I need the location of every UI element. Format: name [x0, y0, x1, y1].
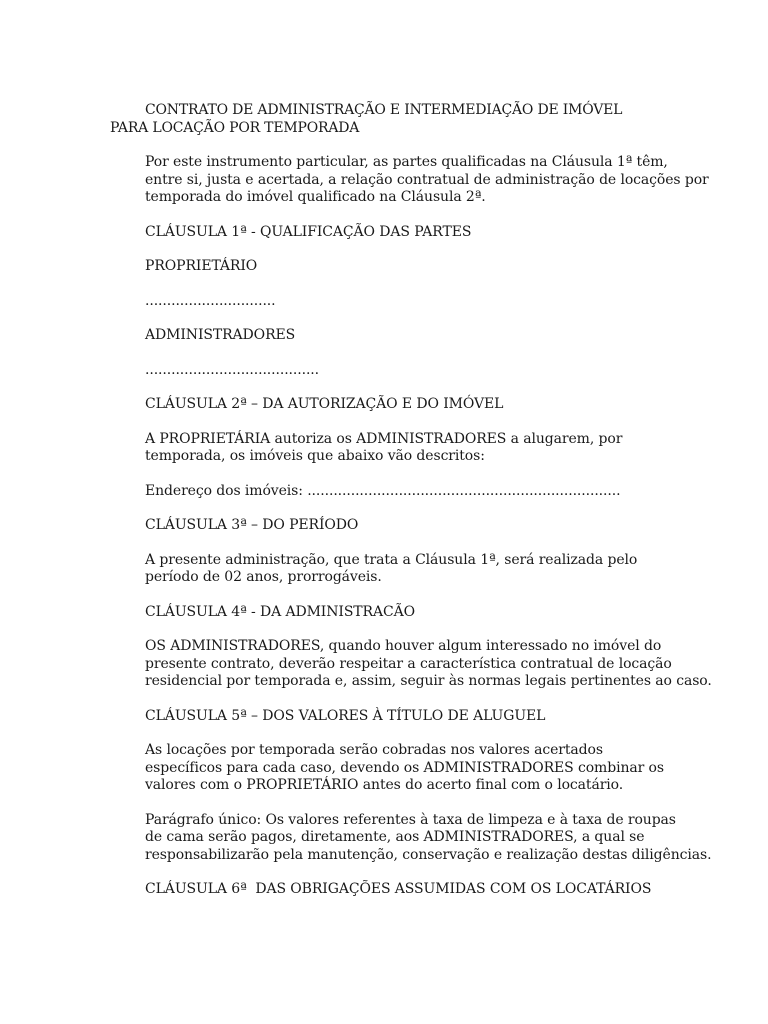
text-line: responsabilizarão pela manutenção, conservação e realização destas diligências. [145, 846, 712, 863]
text-line: OS ADMINISTRADORES, quando houver algum interessado no imóvel do [145, 638, 662, 654]
clause3-paragraph [110, 552, 655, 587]
address-line: Endereço dos imóveis: ........................................................................ [145, 482, 621, 499]
clause6-heading: CLÁUSULA 6ª DAS OBRIGAÇÕES ASSUMIDAS COM OS LOCATÁRIOS [145, 881, 652, 897]
clause5-sole-paragraph [110, 811, 712, 865]
document-page [110, 102, 712, 916]
document-title [110, 102, 655, 137]
text-line: presente contrato, deverão respeitar a característica contratual de locação [145, 655, 672, 672]
text-line: período de 02 anos, prorrogáveis. [145, 569, 382, 585]
text-line: A presente administração, que trata a Cláusula 1ª, será realizada pelo [145, 551, 638, 568]
clause2-paragraph [110, 431, 655, 466]
clause4-paragraph [110, 638, 712, 691]
text-line: de cama serão pagos, diretamente, aos ADMINISTRADORES, a qual se [145, 829, 645, 845]
clause4-heading: CLÁUSULA 4ª - DA ADMINISTRACÃO [145, 603, 416, 620]
owner-blank: .............................. [145, 292, 276, 309]
text-line: A PROPRIETÁRIA autoriza os ADMINISTRADORES a alugarem, por [145, 430, 623, 447]
text-line: valores com o PROPRIETÁRIO antes do acerto final com o locatário. [145, 777, 624, 793]
owner-label: PROPRIETÁRIO [145, 258, 258, 274]
text-line: Por este instrumento particular, as partes qualificadas na Cláusula 1ª têm, [145, 154, 668, 170]
intro-paragraph [110, 154, 709, 207]
clause1-heading: CLÁUSULA 1ª - QUALIFICAÇÃO DAS PARTES [145, 223, 472, 240]
admins-label: ADMINISTRADORES [145, 327, 296, 343]
clause3-heading: CLÁUSULA 3ª – DO PERÍODO [145, 517, 359, 533]
admins-blank: ........................................ [145, 361, 320, 378]
clause5-paragraph [110, 742, 664, 795]
clause2-heading: CLÁUSULA 2ª – DA AUTORIZAÇÃO E DO IMÓVEL [145, 396, 504, 412]
title-line: CONTRATO DE ADMINISTRAÇÃO E INTERMEDIAÇÃO DE IMÓVEL [145, 102, 623, 118]
text-line: Parágrafo único: Os valores referentes à taxa de limpeza e à taxa de roupas [145, 811, 676, 828]
text-line: temporada do imóvel qualificado na Cláusula 2ª. [145, 189, 486, 205]
title-line: PARA LOCAÇÃO POR TEMPORADA [110, 119, 360, 136]
text-line: específicos para cada caso, devendo os ADMINISTRADORES combinar os [145, 759, 664, 776]
text-line: entre si, justa e acertada, a relação contratual de administração de locações por [145, 171, 709, 188]
text-line: temporada, os imóveis que abaixo vão descritos: [145, 448, 485, 464]
text-line: residencial por temporada e, assim, seguir às normas legais pertinentes ao caso. [145, 673, 712, 689]
clause5-heading: CLÁUSULA 5ª – DOS VALORES À TÍTULO DE ALUGUEL [145, 707, 546, 724]
text-line: As locações por temporada serão cobradas nos valores acertados [145, 742, 603, 758]
